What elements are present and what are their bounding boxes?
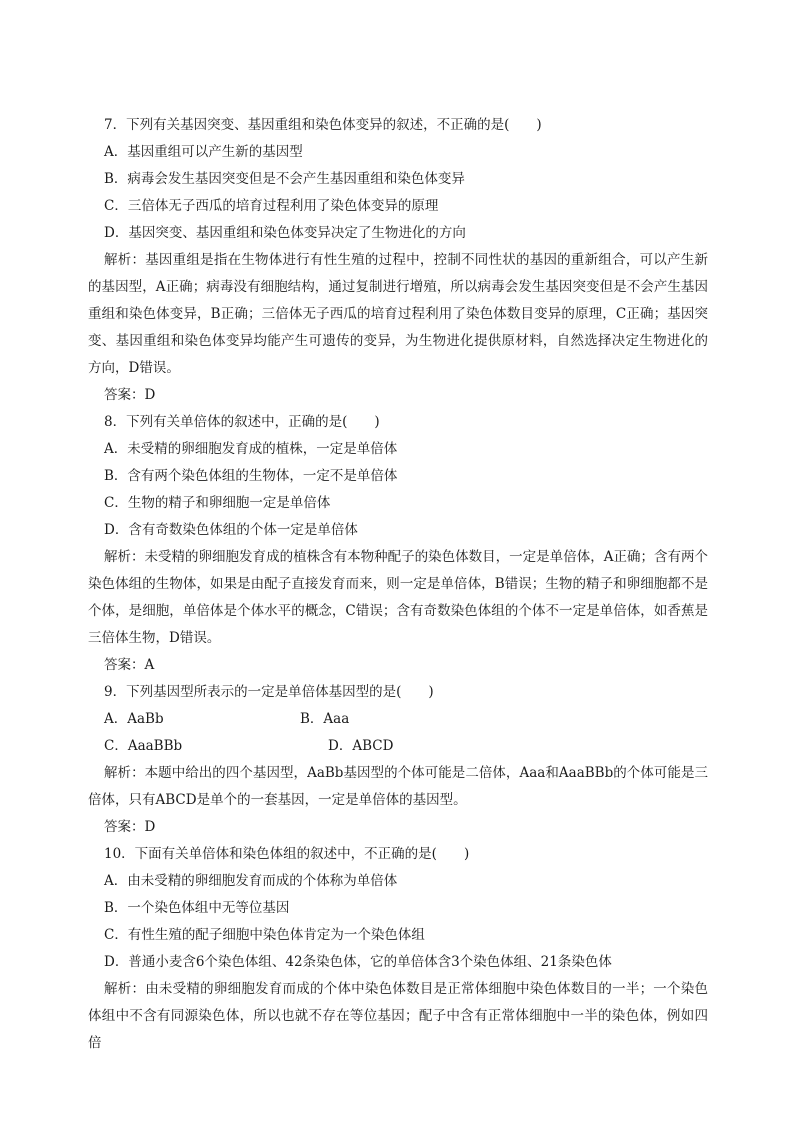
question-10-option-c: C．有性生殖的配子细胞中染色体肯定为一个染色体组	[104, 927, 425, 943]
question-9-option-c: C．AaaBBb	[104, 738, 183, 754]
question-7-option-d: D．基因突变、基因重组和染色体变异决定了生物进化的方向	[104, 225, 466, 241]
question-8-option-a: A．未受精的卵细胞发育成的植株，一定是单倍体	[104, 441, 398, 457]
question-8-stem: 8．下列有关单倍体的叙述中，正确的是( )	[104, 414, 380, 430]
question-10-analysis: 解析：由未受精的卵细胞发育而成的个体中染色体数目是正常体细胞中染色体数目的一半；一个染色体组中不含有同源染色体，所以也就不存在等位基因；配子中含有正常体细胞中一半的染色体，例如四倍	[88, 981, 708, 1051]
question-7-answer: 答案：D	[104, 387, 156, 403]
question-10-option-d: D．普通小麦含6个染色体组、42条染色体，它的单倍体含3个染色体组、21条染色体	[104, 954, 612, 970]
question-9-answer: 答案：D	[104, 819, 156, 835]
question-9-options-row-2	[88, 733, 708, 760]
question-10	[88, 841, 708, 1057]
question-8	[88, 409, 708, 679]
question-8-option-c: C．生物的精子和卵细胞一定是单倍体	[104, 495, 331, 511]
question-10-option-b: B．一个染色体组中无等位基因	[104, 900, 290, 916]
question-7-analysis: 解析：基因重组是指在生物体进行有性生殖的过程中，控制不同性状的基因的重新组合，可以产生新的基因型，A正确；病毒没有细胞结构，通过复制进行增殖，所以病毒会发生基因突变但是不会产生基因重组和染色体变异，B正确；三倍体无子西瓜的培育过程利用了染色体数目变异的原理，C正确；基因突变、基因重组和染色体变异均能产生可遗传的变异，为生物进化提供原材料，自然选择决定生物进化的方向，D错误。	[88, 252, 708, 376]
document-content	[88, 112, 708, 1057]
question-8-analysis: 解析：未受精的卵细胞发育成的植株含有本物种配子的染色体数目，一定是单倍体，A正确；含有两个染色体组的生物体，如果是由配子直接发育而来，则一定是单倍体，B错误；生物的精子和卵细胞都不是个体，是细胞，单倍体是个体水平的概念，C错误；含有奇数染色体组的个体不一定是单倍体，如香蕉是三倍体生物，D错误。	[88, 549, 708, 646]
question-9-stem: 9．下列基因型所表示的一定是单倍体基因型的是( )	[104, 684, 434, 700]
question-8-option-d: D．含有奇数染色体组的个体一定是单倍体	[104, 522, 358, 538]
question-9	[88, 679, 708, 841]
question-9-option-b: B．Aaa	[300, 711, 350, 727]
question-10-option-a: A．由未受精的卵细胞发育而成的个体称为单倍体	[104, 873, 398, 889]
question-7-stem: 7．下列有关基因突变、基因重组和染色体变异的叙述，不正确的是( )	[104, 117, 542, 133]
question-7	[88, 112, 708, 409]
question-7-option-a: A．基因重组可以产生新的基因型	[104, 144, 303, 160]
question-10-stem: 10．下面有关单倍体和染色体组的叙述中，不正确的是( )	[104, 846, 470, 862]
question-9-options-row-1	[88, 706, 708, 733]
question-7-option-b: B．病毒会发生基因突变但是不会产生基因重组和染色体变异	[104, 171, 465, 187]
question-7-option-c: C．三倍体无子西瓜的培育过程利用了染色体变异的原理	[104, 198, 439, 214]
question-9-analysis: 解析：本题中给出的四个基因型，AaBb基因型的个体可能是二倍体，Aaa和AaaBBb的个体可能是三倍体，只有ABCD是单个的一套基因，一定是单倍体的基因型。	[88, 765, 708, 808]
question-9-option-a: A．AaBb	[104, 711, 164, 727]
question-8-answer: 答案：A	[104, 657, 155, 673]
question-8-option-b: B．含有两个染色体组的生物体，一定不是单倍体	[104, 468, 398, 484]
question-9-option-d: D．ABCD	[328, 738, 394, 754]
